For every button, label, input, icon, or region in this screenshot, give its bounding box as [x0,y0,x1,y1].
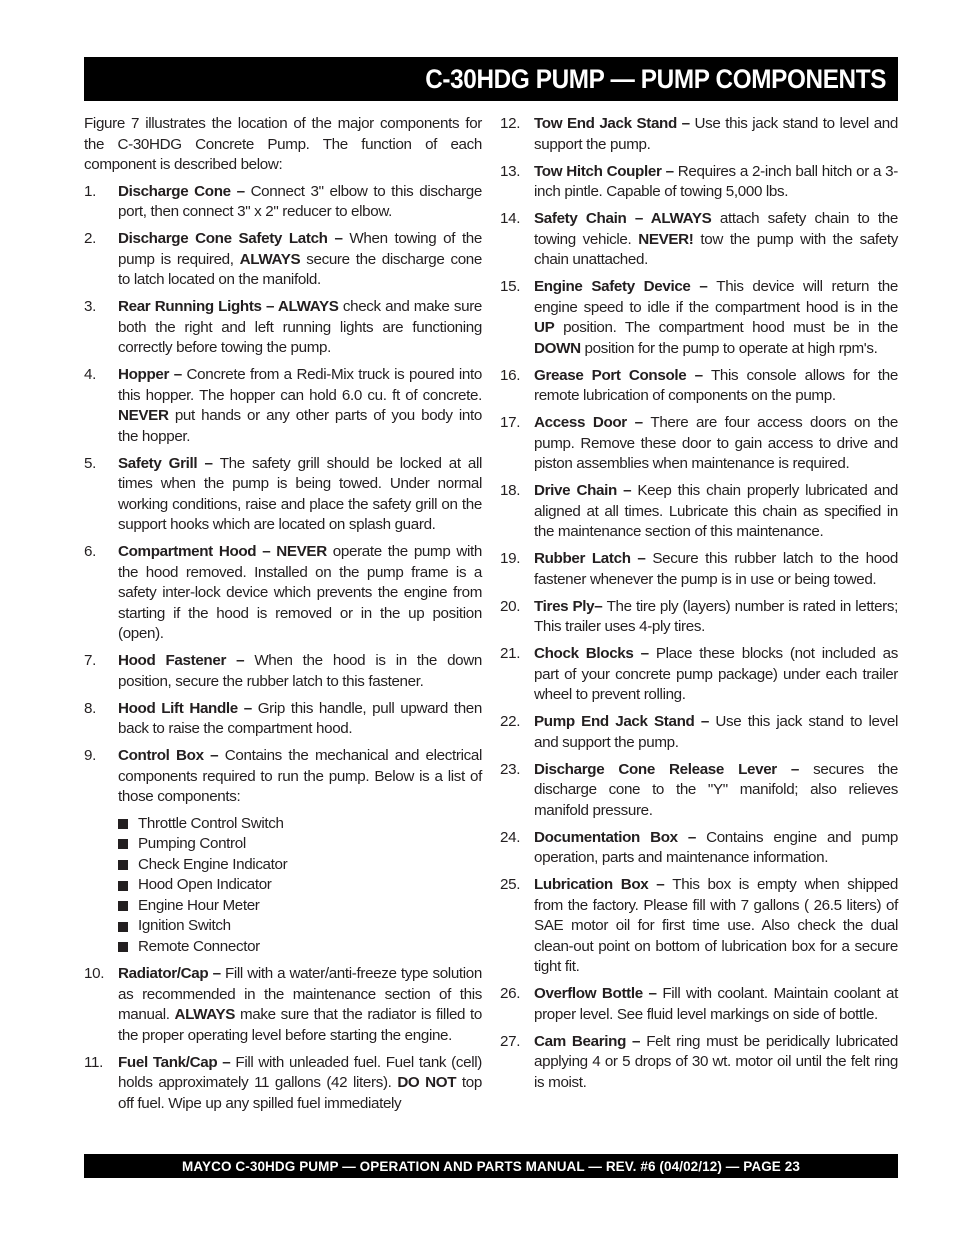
body-text: Place these blocks (not included as part of your concrete pump package) under each trailer wheel to prevent rolling. [534,645,899,703]
item-description [534,597,898,638]
square-bullet-icon [118,942,128,952]
body-text: Concrete from a Redi-Mix truck is poured into this hopper. The hopper can hold 6.0 cu. ft of concrete. [118,366,482,404]
component-item [84,365,482,447]
item-description [534,209,898,271]
item-number: 19. [500,550,521,567]
left-column [84,114,482,1121]
body-text: operate the pump with the hood removed. Installed on the pump frame is a safety inter-lock device which prevents the engine from starting if the hood is removed or in the up position (open). [118,543,482,642]
item-number: 10. [84,965,105,983]
component-item [500,114,898,155]
item-description [118,542,482,645]
item-description [534,481,898,543]
sub-item-label: Remote Connector [138,938,260,956]
bold-text: Tow End Jack Stand – [534,115,695,132]
item-number: 27. [500,1032,521,1050]
body-text: When the hood is in the down position, secure the rubber latch to this fastener. [118,652,482,690]
item-number: 26. [500,985,521,1002]
item-description [118,651,482,692]
control-box-components-list [118,814,482,958]
body-text: secure the discharge cone to latch located on the manifold. [118,250,483,288]
item-number: 1. [84,182,96,200]
body-text: Fill with unleaded fuel. Fuel tank (cell) holds approximately 11 gallons (42 liters). [118,1053,482,1092]
item-description [534,984,898,1025]
component-item [84,182,482,223]
body-text: position. The compartment hood must be in the [554,319,898,336]
item-description [534,644,898,706]
component-item [500,1032,898,1094]
item-description [118,297,482,359]
component-item [84,229,482,291]
body-text: This box is empty when shipped from the factory. Please fill with 7 gallons ( 26.5 liters) of SAE motor oil for first time use. Also check the dual clean-out point on bottom of lubrication box for a secure tight fit. [534,876,898,975]
body-text: The tire ply (layers) number is rated in letters; This trailer uses 4-ply tires. [534,597,898,635]
item-description [118,229,482,291]
footer-text: MAYCO C-30HDG PUMP — OPERATION AND PARTS MANUAL — REV. #6 (04/02/12) — PAGE 23 [182,1158,800,1174]
item-description [534,712,898,753]
components-list-right [500,114,898,1093]
body-text: Contains the mechanical and electrical components required to run the pump. Below is a list of those components: [118,747,482,805]
item-description [534,413,898,475]
item-description [118,746,482,958]
component-item [500,597,898,638]
item-number: 17. [500,414,521,431]
body-text: This device will return the engine speed to idle if the compartment hood is in the [534,278,898,316]
component-item [500,549,898,590]
body-text: When towing of the pump is required, [118,230,483,268]
bold-text: Rear Running Lights – ALWAYS [118,298,339,315]
sub-item-label: Pumping Control [138,835,246,853]
bold-text: NEVER! [638,230,694,248]
bold-text: Compartment Hood – NEVER [118,543,327,560]
item-number: 25. [500,876,521,893]
bold-text: UP [534,319,555,336]
item-number: 2. [84,230,96,247]
square-bullet-icon [118,922,128,932]
item-number: 15. [500,278,521,295]
sub-item-label: Check Engine Indicator [138,855,288,873]
sub-item-label: Throttle Control Switch [138,814,284,832]
bold-text: ALWAYS [174,1006,236,1024]
item-description [118,454,482,536]
component-item [500,277,898,359]
sub-list-item [118,855,482,876]
body-text: Use this jack stand to level and support the pump. [534,115,899,153]
component-item [500,828,898,869]
body-text: put hands or any other parts of you body into the hopper. [118,407,482,445]
component-item [84,454,482,536]
item-number: 14. [500,210,521,227]
square-bullet-icon [118,860,128,870]
component-item [84,542,482,645]
item-description [118,182,482,223]
bold-text: Safety Grill – [118,454,220,472]
item-number: 22. [500,713,521,730]
sub-list-item [118,916,482,937]
body-text: Grip this handle, pull upward then back to raise the compartment hood. [118,699,482,737]
body-text: This console allows for the remote lubrication of components on the pump. [534,366,898,404]
body-text: check and make sure both the right and left running lights are functioning correctly before towing the pump. [118,298,482,356]
bold-text: NEVER [118,407,169,424]
body-text: Felt ring must be peridically lubricated applying 4 or 5 drops of 30 wt. motor oil until the felt ring is moist. [534,1032,898,1091]
item-number: 3. [84,298,96,315]
sub-item-label: Ignition Switch [138,917,231,935]
body-text: Keep this chain properly lubricated and aligned at all times. Lubricate this chain as specified in the maintenance section of this maintenance. [534,482,899,540]
component-item [84,699,482,740]
title-bar [84,57,898,101]
bold-text: Tow Hitch Coupler – [534,162,678,180]
item-number: 16. [500,366,521,384]
body-text: make sure that the radiator is filled to the proper operating level before starting the engine. [118,1006,482,1044]
bold-text: Pump End Jack Stand – [534,713,716,730]
item-number: 9. [84,747,96,764]
bold-text: Access Door – [534,414,651,431]
item-number: 20. [500,597,521,615]
item-number: 8. [84,699,96,717]
body-text: Fill with a water/anti-freeze type solution as recommended in the maintenance section of this manual. [118,965,482,1024]
bold-text: Fuel Tank/Cap – [118,1053,236,1071]
component-item [500,366,898,407]
bold-text: Cam Bearing – [534,1032,647,1050]
bold-text: Discharge Cone Safety Latch – [118,230,350,247]
component-item [500,712,898,753]
item-description [118,365,482,447]
sub-item-label: Engine Hour Meter [138,896,260,914]
bold-text: Radiator/Cap – [118,965,225,983]
bold-text: DOWN [534,339,581,357]
item-number: 23. [500,760,521,778]
component-item [500,760,898,822]
component-item [84,297,482,359]
body-text: attach safety chain to the towing vehicle. [534,210,898,248]
item-description [534,549,898,590]
component-item [500,162,898,203]
item-description [534,1032,898,1094]
bold-text: Engine Safety Device – [534,278,717,295]
bold-text: Hopper – [118,366,187,383]
component-item [500,875,898,978]
bold-text: Overflow Bottle – [534,985,663,1002]
bold-text: Control Box – [118,747,225,764]
bold-text: Grease Port Console – [534,366,711,384]
bold-text: Hood Fastener – [118,652,255,669]
item-description [534,114,898,155]
sub-list-item [118,814,482,835]
component-item [84,1053,482,1115]
item-number: 6. [84,543,96,560]
body-text: Use this jack stand to level and support the pump. [534,713,898,751]
bold-text: Discharge Cone Release Lever – [534,760,814,778]
body-text: The safety grill should be locked at all times when the pump is being towed. Under normal working conditions, raise and place the safety grill on the support hooks which are located on splash guard. [118,454,483,533]
bold-text: ALWAYS [239,250,301,268]
bold-text: Chock Blocks – [534,645,656,662]
component-item [84,651,482,692]
item-description [534,875,898,978]
body-text: Requires a 2-inch ball hitch or a 3-inch pintle. Capable of towing 5,000 lbs. [534,162,898,200]
components-list-left [84,182,482,1115]
item-description [534,366,898,407]
item-number: 24. [500,828,521,846]
component-item [500,481,898,543]
item-number: 5. [84,454,96,472]
body-text: There are four access doors on the pump. Remove these door to gain access to drive and piston assemblies when maintenance is required. [534,414,898,472]
body-text: position for the pump to operate at high rpm's. [580,339,878,357]
body-text: Secure this rubber latch to the hood fastener whenever the pump is in use or being towed. [534,550,898,588]
bold-text: Safety Chain – ALWAYS [534,210,712,227]
bold-text: Discharge Cone – [118,182,251,200]
item-description [534,828,898,869]
item-description [534,162,898,203]
component-item [500,413,898,475]
item-number: 11. [84,1053,103,1071]
bold-text: Hood Lift Handle – [118,699,258,717]
sub-list-item [118,875,482,896]
item-description [118,699,482,740]
square-bullet-icon [118,901,128,911]
item-description [118,1053,482,1115]
sub-list-item [118,896,482,917]
item-description [118,964,482,1046]
bold-text: Drive Chain – [534,482,638,499]
item-description [534,277,898,359]
item-number: 12. [500,115,521,132]
item-number: 13. [500,162,521,180]
item-number: 21. [500,645,521,662]
component-item [84,964,482,1046]
body-text: top off fuel. Wipe up any spilled fuel immediately [118,1074,482,1112]
body-text: Connect 3" elbow to this discharge port, then connect 3" x 2" reducer to elbow. [118,182,482,220]
body-text: tow the pump with the safety chain unattached. [534,230,898,268]
bold-text: Lubrication Box – [534,876,673,893]
footer-bar [84,1154,898,1178]
bold-text: Tires Ply– [534,597,607,615]
bold-text: DO NOT [397,1074,457,1092]
sub-item-label: Hood Open Indicator [138,876,272,894]
square-bullet-icon [118,819,128,829]
item-number: 7. [84,652,96,669]
body-text: Fill with coolant. Maintain coolant at proper level. See fluid level markings on side of bottle. [534,985,898,1023]
body-text: Contains engine and pump operation, parts and maintenance information. [534,828,898,866]
item-number: 18. [500,482,521,499]
bold-text: Rubber Latch – [534,550,653,567]
intro-paragraph: Figure 7 illustrates the location of the major components for the C-30HDG Concrete Pump. The function of each component is described below: [84,115,482,173]
component-item [500,644,898,706]
component-item [84,746,482,958]
item-description [534,760,898,822]
page-title: C-30HDG PUMP — PUMP COMPONENTS [425,63,886,94]
body-text: secures the discharge cone to the "Y" manifold; also relieves manifold pressure. [534,760,898,819]
component-item [500,984,898,1025]
component-item [500,209,898,271]
sub-list-item [118,937,482,958]
sub-list-item [118,834,482,855]
item-number: 4. [84,366,96,383]
square-bullet-icon [118,881,128,891]
bold-text: Documentation Box – [534,828,707,846]
square-bullet-icon [118,839,128,849]
right-column [500,114,898,1100]
